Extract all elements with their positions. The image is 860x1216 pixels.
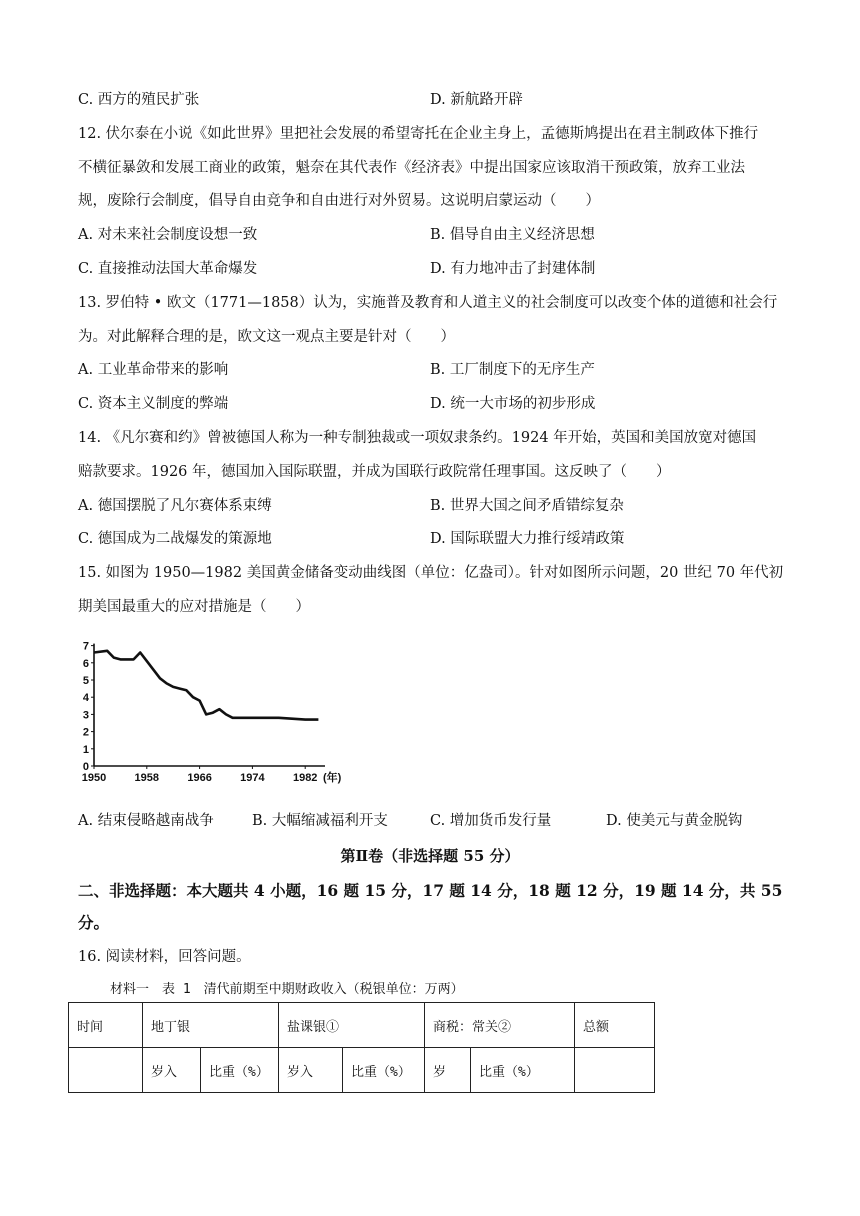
q13-stem-line-2: 为。对此解释合理的是，欧文这一观点主要是针对（ ） — [78, 329, 455, 345]
subheader-ratio-3: 比重（%） — [471, 1048, 575, 1093]
q12-option-a: A. 对未来社会制度设想一致 — [78, 227, 258, 243]
q14-option-a: A. 德国摆脱了凡尔赛体系束缚 — [78, 498, 272, 514]
x-tick-label: 1966 — [187, 772, 212, 784]
y-tick-label: 4 — [82, 692, 89, 705]
section-heading-line-1: 二、非选择题：本大题共 4 小题，16 题 15 分，17 题 14 分，18 题 12 分，19 题 14 分，共 55 — [78, 881, 783, 900]
table-header-row — [69, 1003, 655, 1048]
q13-option-d: D. 统一大市场的初步形成 — [430, 396, 596, 412]
q12-stem-line-3: 规，废除行会制度，倡导自由竞争和自由进行对外贸易。这说明启蒙运动（ ） — [78, 193, 600, 209]
q12-option-c: C. 直接推动法国大革命爆发 — [78, 261, 258, 277]
q12-option-d: D. 有力地冲击了封建体制 — [430, 261, 596, 277]
subheader-empty — [69, 1048, 143, 1093]
q12-option-b: B. 倡导自由主义经济思想 — [430, 227, 595, 243]
header-time: 时间 — [69, 1003, 143, 1048]
y-tick-label: 5 — [82, 675, 89, 687]
table-subheader-row — [69, 1048, 655, 1093]
q15-stem-line-2: 期美国最重大的应对措施是（ ） — [78, 599, 310, 615]
x-tick-label: 1950 — [82, 772, 107, 784]
subheader-sui-3: 岁 — [425, 1048, 471, 1093]
q13-option-c: C. 资本主义制度的弊端 — [78, 396, 229, 412]
q12-stem-line-1: 12. 伏尔泰在小说《如此世界》里把社会发展的希望寄托在企业主身上，孟德斯鸠提出在君主制政体下推行 — [78, 126, 759, 142]
series-line-gold-reserve — [94, 651, 318, 720]
q14-stem-line-2: 赔款要求。1926 年，德国加入国际联盟，并成为国联行政院常任理事国。这反映了（ ） — [78, 464, 671, 480]
header-didingyin: 地丁银 — [143, 1003, 279, 1048]
q15-stem-line-1: 15. 如图为 1950—1982 美国黄金储备变动曲线图（单位：亿盎司）。针对如图所示问题，20 世纪 70 年代初 — [78, 565, 784, 581]
q14-option-c: C. 德国成为二战爆发的策源地 — [78, 531, 272, 547]
gold-reserve-chart — [82, 632, 372, 792]
table-caption: 材料一 表 1 清代前期至中期财政收入（税银单位：万两） — [110, 982, 464, 997]
q11-option-c: C. 西方的殖民扩张 — [78, 92, 200, 108]
x-tick-label: 1958 — [134, 772, 160, 784]
q16-stem: 16. 阅读材料，回答问题。 — [78, 949, 251, 965]
y-tick-label: 1 — [82, 743, 89, 756]
section-title: 第Ⅱ卷（非选择题 55 分） — [340, 847, 520, 865]
subheader-total-empty — [575, 1048, 655, 1093]
y-tick-label: 3 — [82, 709, 89, 722]
y-tick-label: 7 — [82, 640, 89, 653]
subheader-ratio-2: 比重（%） — [343, 1048, 425, 1093]
q12-stem-line-2: 不横征暴敛和发展工商业的政策，魁奈在其代表作《经济表》中提出国家应该取消干预政策，放弃工业法 — [78, 160, 745, 176]
q15-option-a: A. 结束侵略越南战争 — [78, 813, 214, 829]
q13-option-b: B. 工厂制度下的无序生产 — [430, 362, 595, 378]
q15-option-d: D. 使美元与黄金脱钩 — [606, 813, 743, 829]
q15-option-c: C. 增加货币发行量 — [430, 813, 552, 829]
q11-option-d: D. 新航路开辟 — [430, 92, 523, 108]
q15-option-b: B. 大幅缩减福利开支 — [252, 813, 388, 829]
q13-option-a: A. 工业革命带来的影响 — [78, 362, 229, 378]
q13-stem-line-1: 13. 罗伯特 • 欧文（1771—1858）认为，实施普及教育和人道主义的社会制度可以改变个体的道德和社会行 — [78, 295, 778, 311]
y-tick-label: 6 — [82, 657, 89, 670]
section-heading-line-2: 分。 — [78, 913, 110, 932]
x-unit-label: (年) — [323, 772, 342, 784]
q14-stem-line-1: 14. 《凡尔赛和约》曾被德国人称为一种专制独裁或一项奴隶条约。1924 年开始，英国和美国放宽对德国 — [78, 430, 757, 446]
revenue-table — [68, 1002, 655, 1093]
q14-option-d: D. 国际联盟大力推行绥靖政策 — [430, 531, 625, 547]
subheader-ratio-1: 比重（%） — [201, 1048, 279, 1093]
subheader-suiru-2: 岁入 — [279, 1048, 343, 1093]
x-tick-label: 1974 — [240, 772, 265, 784]
y-tick-label: 0 — [82, 761, 89, 773]
header-total: 总额 — [575, 1003, 655, 1048]
x-tick-label: 1982 — [292, 772, 318, 784]
subheader-suiru-1: 岁入 — [143, 1048, 201, 1093]
header-shangshui: 商税：常关② — [425, 1003, 575, 1048]
y-tick-label: 2 — [82, 726, 89, 739]
header-yankeyin: 盐课银① — [279, 1003, 425, 1048]
q14-option-b: B. 世界大国之间矛盾错综复杂 — [430, 498, 624, 514]
